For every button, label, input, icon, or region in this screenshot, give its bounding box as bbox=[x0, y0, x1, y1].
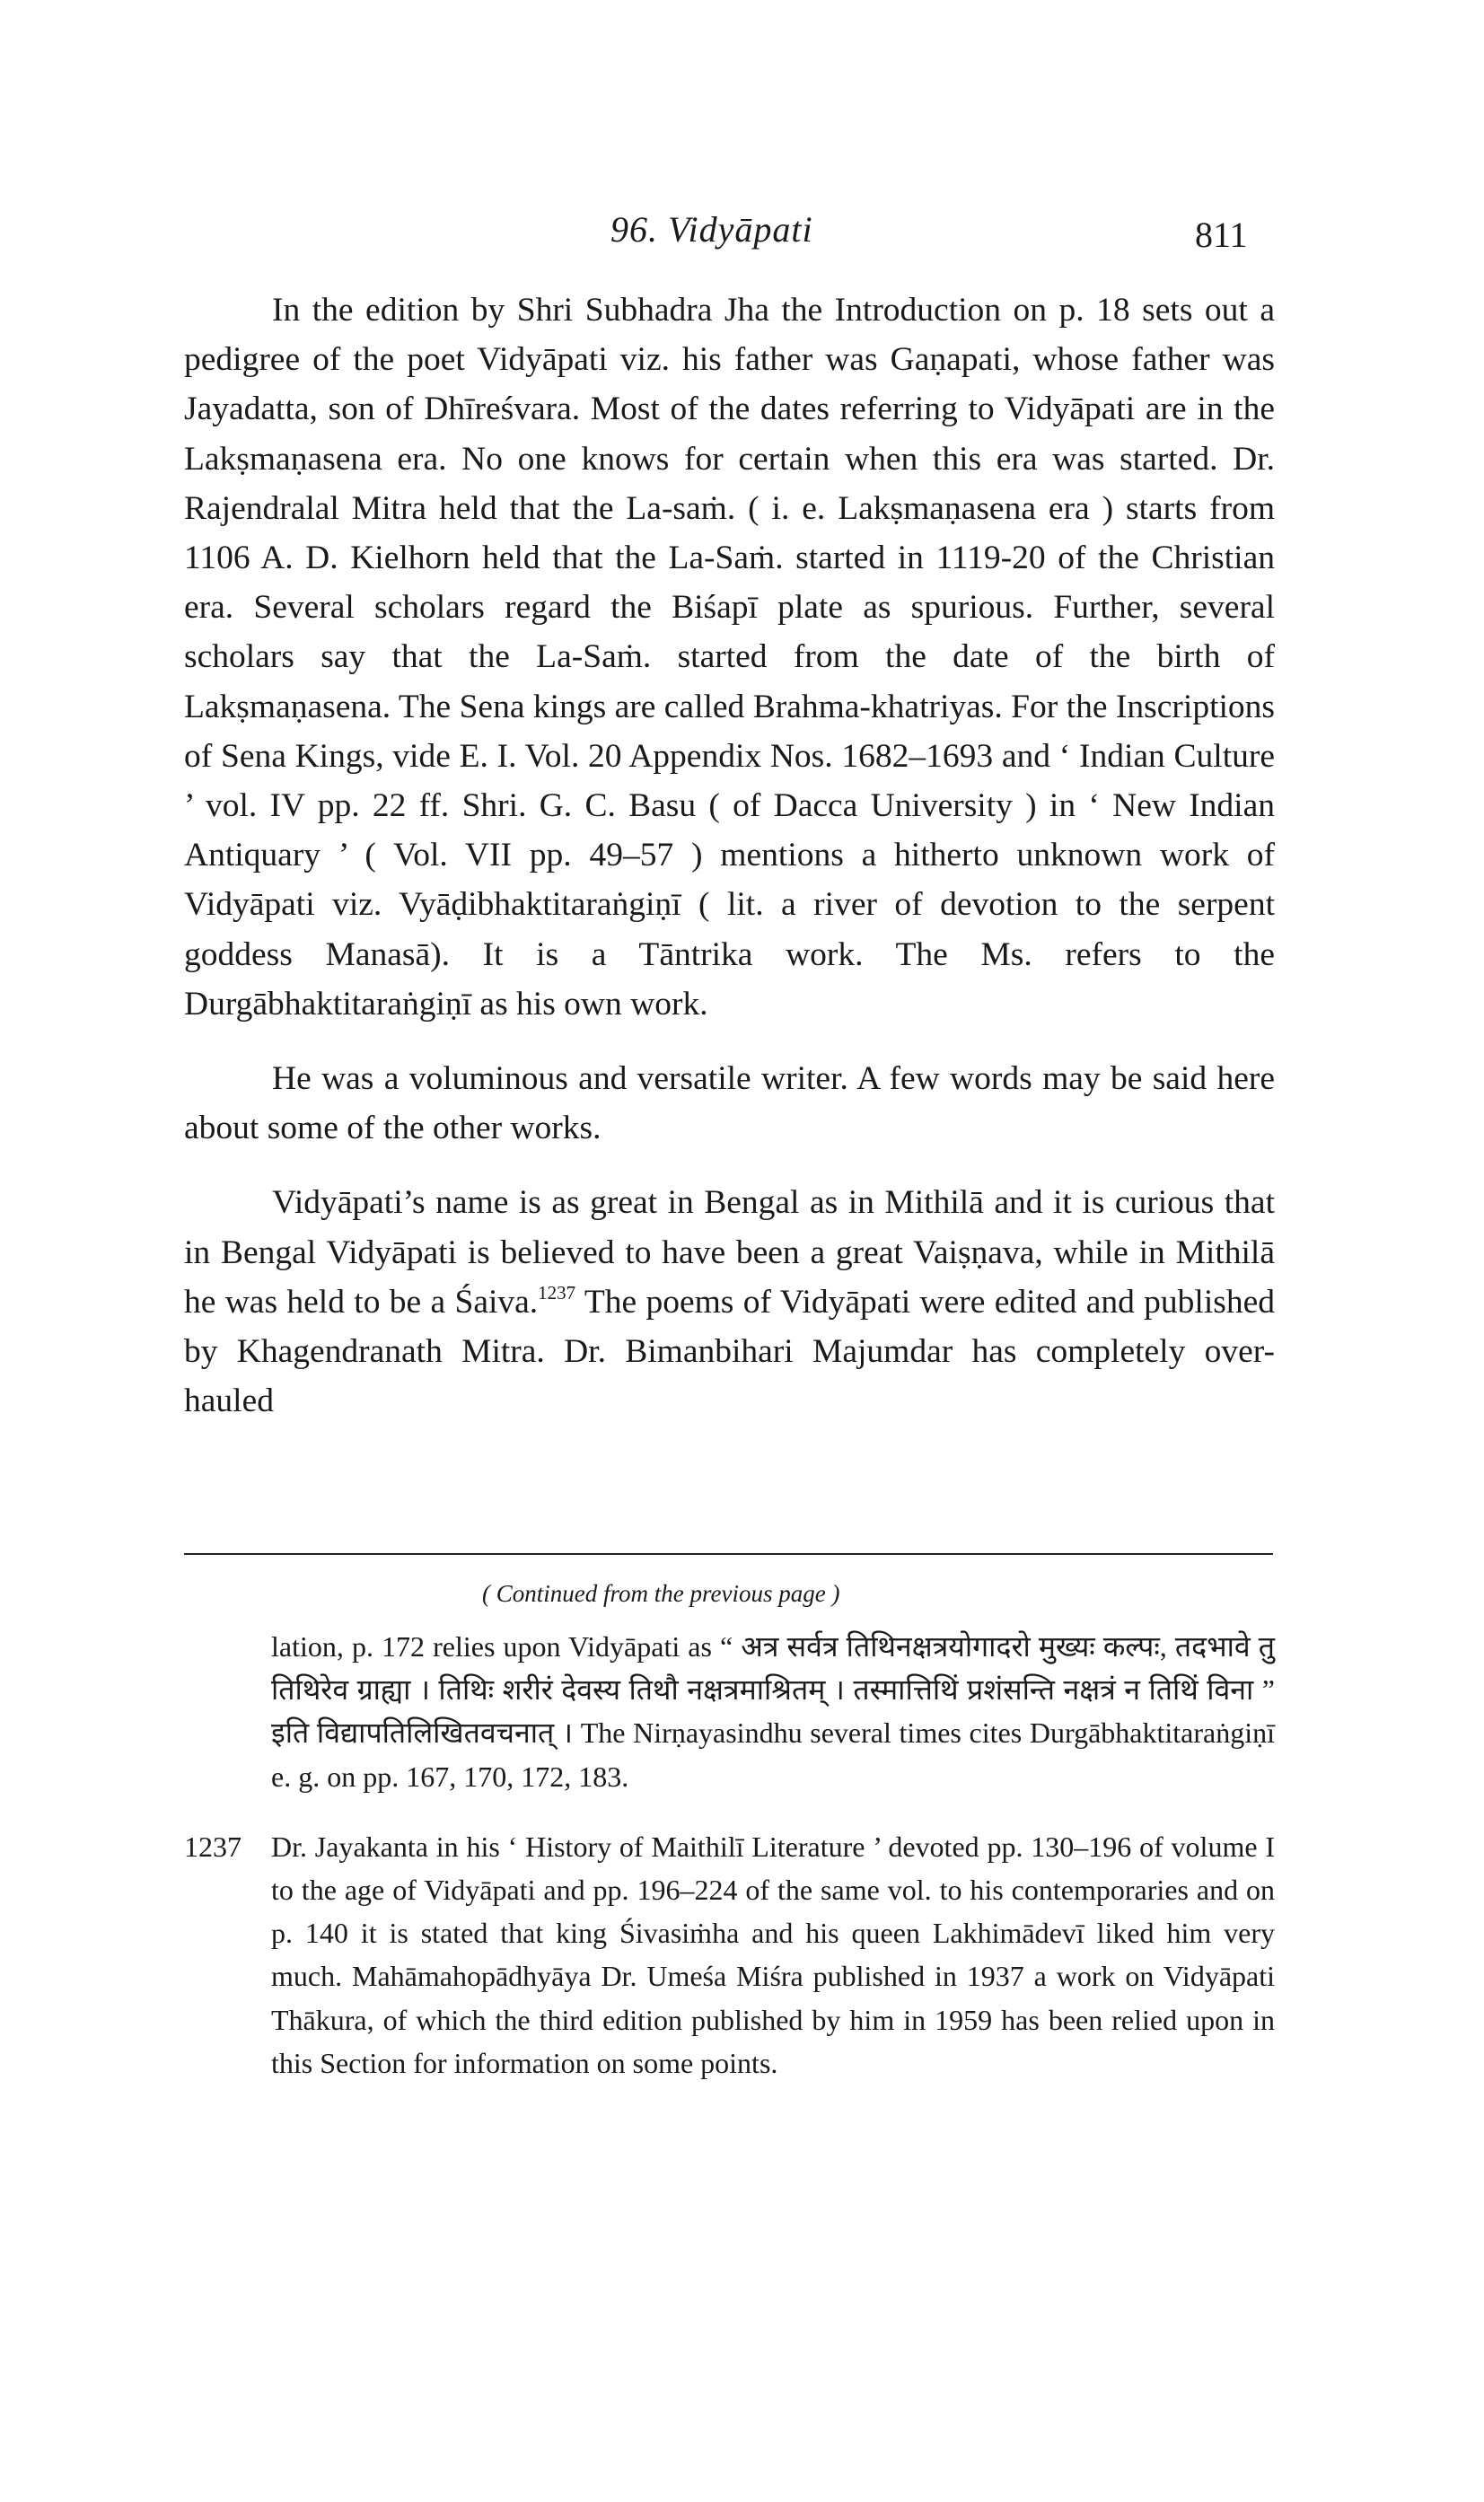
paragraph-voluminous-writer: He was a voluminous and versatile writer. A few words may be said here about some of the other works. bbox=[184, 1060, 1275, 1147]
paragraph-bengal-mithila bbox=[184, 1178, 1275, 1426]
footnote-item bbox=[184, 1825, 1275, 2085]
paragraph-text-part: Vidyāpati’s name is as great in Bengal as in Mithilā and it is curious that in Bengal Vidyāpati is believed to have been a great Vaiṣṇava, while in Mithilā he was held to be a Śaiva. bbox=[184, 1184, 1275, 1321]
continued-note: ( Continued from the previous page ) bbox=[482, 1580, 840, 1607]
paragraph-text-part: The poems of Vidyāpati were edited and published by Khagendranath Mitra. Dr. Bimanbihari Majumdar has completely over-hauled bbox=[184, 1283, 1275, 1420]
footnote-continuation: lation, p. 172 relies upon Vidyāpati as “ अत्र सर्वत्र तिथिनक्षत्रयोगादरो मुख्यः कल्पः, तदभावे तु तिथिरेव ग्राह्या । तिथिः शरीरं देवस्य तिथौ नक्षत्रमाश्रितम् । तस्मात्तिथिं प्रशंसन्ति नक्षत्रं न तिथिं विना ” इति विद्यापतिलिखितवचनात् । The Nirṇayasindhu several times cites Durgābhaktitaraṅgiṇī e. g. on pp. 167, 170, 172, 183. bbox=[271, 1630, 1275, 1793]
footnote-text: Dr. Jayakanta in his ‘ History of Maithilī Literature ’ devoted pp. 130–196 of volume I to the age of Vidyāpati and pp. 196–224 of the same vol. to his contemporaries and on p. 140 it is stated that king Śivasiṁha and his queen Lakhimādevī liked him very much. Mahāmahopādhyāya Dr. Umeśa Miśra published in 1937 a work on Vidyāpati Thākura, of which the third edition published by him in 1959 has been relied upon in this Section for information on some points. bbox=[271, 1830, 1275, 2079]
running-title: 96. Vidyāpati bbox=[610, 209, 813, 250]
footnote-number: 1237 bbox=[184, 1830, 241, 1863]
main-text bbox=[184, 285, 1275, 1426]
paragraph-edition-pedigree: In the edition by Shri Subhadra Jha the Introduction on p. 18 sets out a pedigree of the poet Vidyāpati viz. his father was Gaṇapati, whose father was Jayadatta, son of Dhīreśvara. Most of the dates referring to Vidyāpati are in the Lakṣmaṇasena era. No one knows for certain when this era was started. Dr. Rajendralal Mitra held that the La-saṁ. ( i. e. Lakṣmaṇasena era ) starts from 1106 A. D. Kielhorn held that the La-Saṁ. started in 1119-20 of the Christian era. Several scholars regard the Biśapī plate as spurious. Further, several scholars say that the La-Saṁ. started from the date of the birth of Lakṣmaṇasena. The Sena kings are called Brahma-khatriyas. For the Inscriptions of Sena Kings, vide E. I. Vol. 20 Appendix Nos. 1682–1693 and ‘ Indian Culture ’ vol. IV pp. 22 ff. Shri. G. C. Basu ( of Dacca University ) in ‘ New Indian Antiquary ’ ( Vol. VII pp. 49–57 ) mentions a hitherto unknown work of Vidyāpati viz. Vyāḍibhaktitaraṅgiṇī ( lit. a river of devotion to the serpent goddess Manasā). It is a Tāntrika work. The Ms. refers to the Durgābhaktitaraṅgiṇī as his own work. bbox=[184, 292, 1275, 1023]
page-number: 811 bbox=[1195, 215, 1248, 255]
footnote-reference: 1237 bbox=[538, 1281, 576, 1304]
footnotes-section bbox=[184, 1625, 1275, 2085]
footnote-separator bbox=[184, 1553, 1273, 1555]
